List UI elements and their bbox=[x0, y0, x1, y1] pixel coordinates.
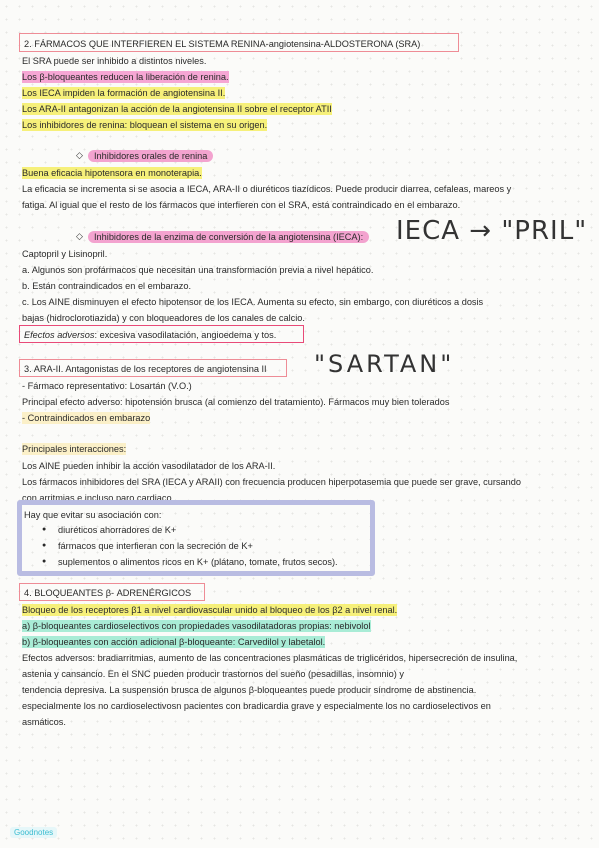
sartan-handwritten-note: "SARTAN" bbox=[314, 350, 455, 378]
ieca-line-1: Captopril y Lisinopril. bbox=[22, 249, 108, 259]
section-3-line-2: Principal efecto adverso: hipotensión brusca (al comienzo del tratamiento). Fármacos muy bien tolerados bbox=[22, 397, 450, 407]
renina-heading: Inhibidores orales de renina bbox=[88, 150, 213, 162]
ieca-line-2: a. Algunos son profármacos que necesitan una transformación previa a nivel hepático. bbox=[22, 265, 374, 275]
diamond-bullet-icon: ◇ bbox=[76, 150, 83, 160]
section-3-line-4: Los AINE pueden inhibir la acción vasodilatador de los ARA-II. bbox=[22, 461, 276, 471]
diamond-bullet-icon: ◇ bbox=[76, 231, 83, 241]
section-2-line-beta: Los β-bloqueantes reducen la liberación de renina. bbox=[22, 72, 229, 82]
section-4-line-2: a) β-bloqueantes cardioselectivos con propiedades vasodilatadoras propias: nebivolol bbox=[22, 621, 371, 631]
section-4-line-3: b) β-bloqueantes con acción adicional β-bloqueante: Carvedilol y labetalol. bbox=[22, 637, 326, 647]
ieca-line-4: c. Los AINE disminuyen el efecto hipotensor de los IECA. Aumenta su efecto, sin embargo, con diuréticos a dosis bbox=[22, 297, 484, 307]
avoid-item-1: diuréticos ahorradores de K+ bbox=[58, 525, 177, 535]
section-4-line-1: Bloqueo de los receptores β1 a nivel cardiovascular unido al bloqueo de los β2 a nivel renal. bbox=[22, 605, 398, 615]
renina-line-3: fatiga. Al igual que el resto de los fármacos que interfieren con el SRA, está contraindicado en el embarazo. bbox=[22, 200, 461, 210]
section-2-line-renina: Los inhibidores de renina: bloquean el sistema en su origen. bbox=[22, 120, 268, 130]
ieca-line-5: bajas (hidroclorotiazida) y con bloqueadores de los canales de calcio. bbox=[22, 313, 305, 323]
ieca-handwritten-note: IECA → "PRIL" bbox=[396, 216, 588, 246]
section-3-interactions-heading: Principales interacciones: bbox=[22, 444, 127, 454]
goodnotes-watermark: Goodnotes bbox=[10, 827, 57, 838]
bullet-icon: ● bbox=[42, 542, 47, 549]
renina-line-1: Buena eficacia hipotensora en monoterapia. bbox=[22, 168, 202, 178]
section-4-line-8: asmáticos. bbox=[22, 717, 66, 727]
section-2-line-ieca: Los IECA impiden la formación de angiotensina II. bbox=[22, 88, 226, 98]
section-3-line-1: - Fármaco representativo: Losartán (V.O.) bbox=[22, 381, 192, 391]
section-3-line-3: - Contraindicados en embarazo bbox=[22, 413, 151, 423]
section-2-title: 2. FÁRMACOS QUE INTERFIEREN EL SISTEMA RENINA-angiotensina-ALDOSTERONA (SRA) bbox=[24, 39, 421, 49]
ieca-line-3: b. Están contraindicados en el embarazo. bbox=[22, 281, 192, 291]
section-2-intro: El SRA puede ser inhibido a distintos niveles. bbox=[22, 56, 207, 66]
section-4-title: 4. BLOQUEANTES β- ADRENÉRGICOS bbox=[24, 588, 192, 598]
avoid-item-3: suplementos o alimentos ricos en K+ (plátano, tomate, frutos secos). bbox=[58, 557, 338, 567]
section-4-line-4: Efectos adversos: bradiarritmias, aumento de las concentraciones plasmáticas de triglicéridos, hipersecreción de insulina, bbox=[22, 653, 518, 663]
section-4-line-7: especialmente los no cardioselectivosn pacientes con bradicardia grave y especialmente los no cardioselectivos en bbox=[22, 701, 491, 711]
ieca-adverse-effects: Efectos adversos: excesiva vasodilatación, angioedema y tos. bbox=[24, 330, 277, 340]
section-2-line-ara: Los ARA-II antagonizan la acción de la angiotensina II sobre el receptor ATII bbox=[22, 104, 332, 114]
renina-line-2: La eficacia se incrementa si se asocia a IECA, ARA-II o diuréticos tiazídicos. Puede producir diarrea, cefaleas, mareos y bbox=[22, 184, 512, 194]
section-3-line-6: con arritmias e incluso paro cardiaco. bbox=[22, 493, 175, 503]
section-4-line-5: astenia y cansancio. En el SNC pueden producir trastornos del sueño (pesadillas, insomnio) y bbox=[22, 669, 404, 679]
section-3-title: 3. ARA-II. Antagonistas de los receptores de angiotensina II bbox=[24, 364, 267, 374]
section-3-line-5: Los fármacos inhibidores del SRA (IECA y ARAII) con frecuencia producen hiperpotasemia que puede ser grave, cursando bbox=[22, 477, 521, 487]
avoid-item-2: fármacos que interfieran con la secreción de K+ bbox=[58, 541, 253, 551]
ieca-heading: Inhibidores de la enzima de conversión de la angiotensina (IECA): bbox=[88, 231, 369, 243]
bullet-icon: ● bbox=[42, 558, 47, 565]
bullet-icon: ● bbox=[42, 526, 47, 533]
section-4-line-6: tendencia depresiva. La suspensión brusca de algunos β-bloqueantes puede producir síndrome de abstinencia. bbox=[22, 685, 477, 695]
avoid-heading: Hay que evitar su asociación con: bbox=[24, 510, 162, 520]
